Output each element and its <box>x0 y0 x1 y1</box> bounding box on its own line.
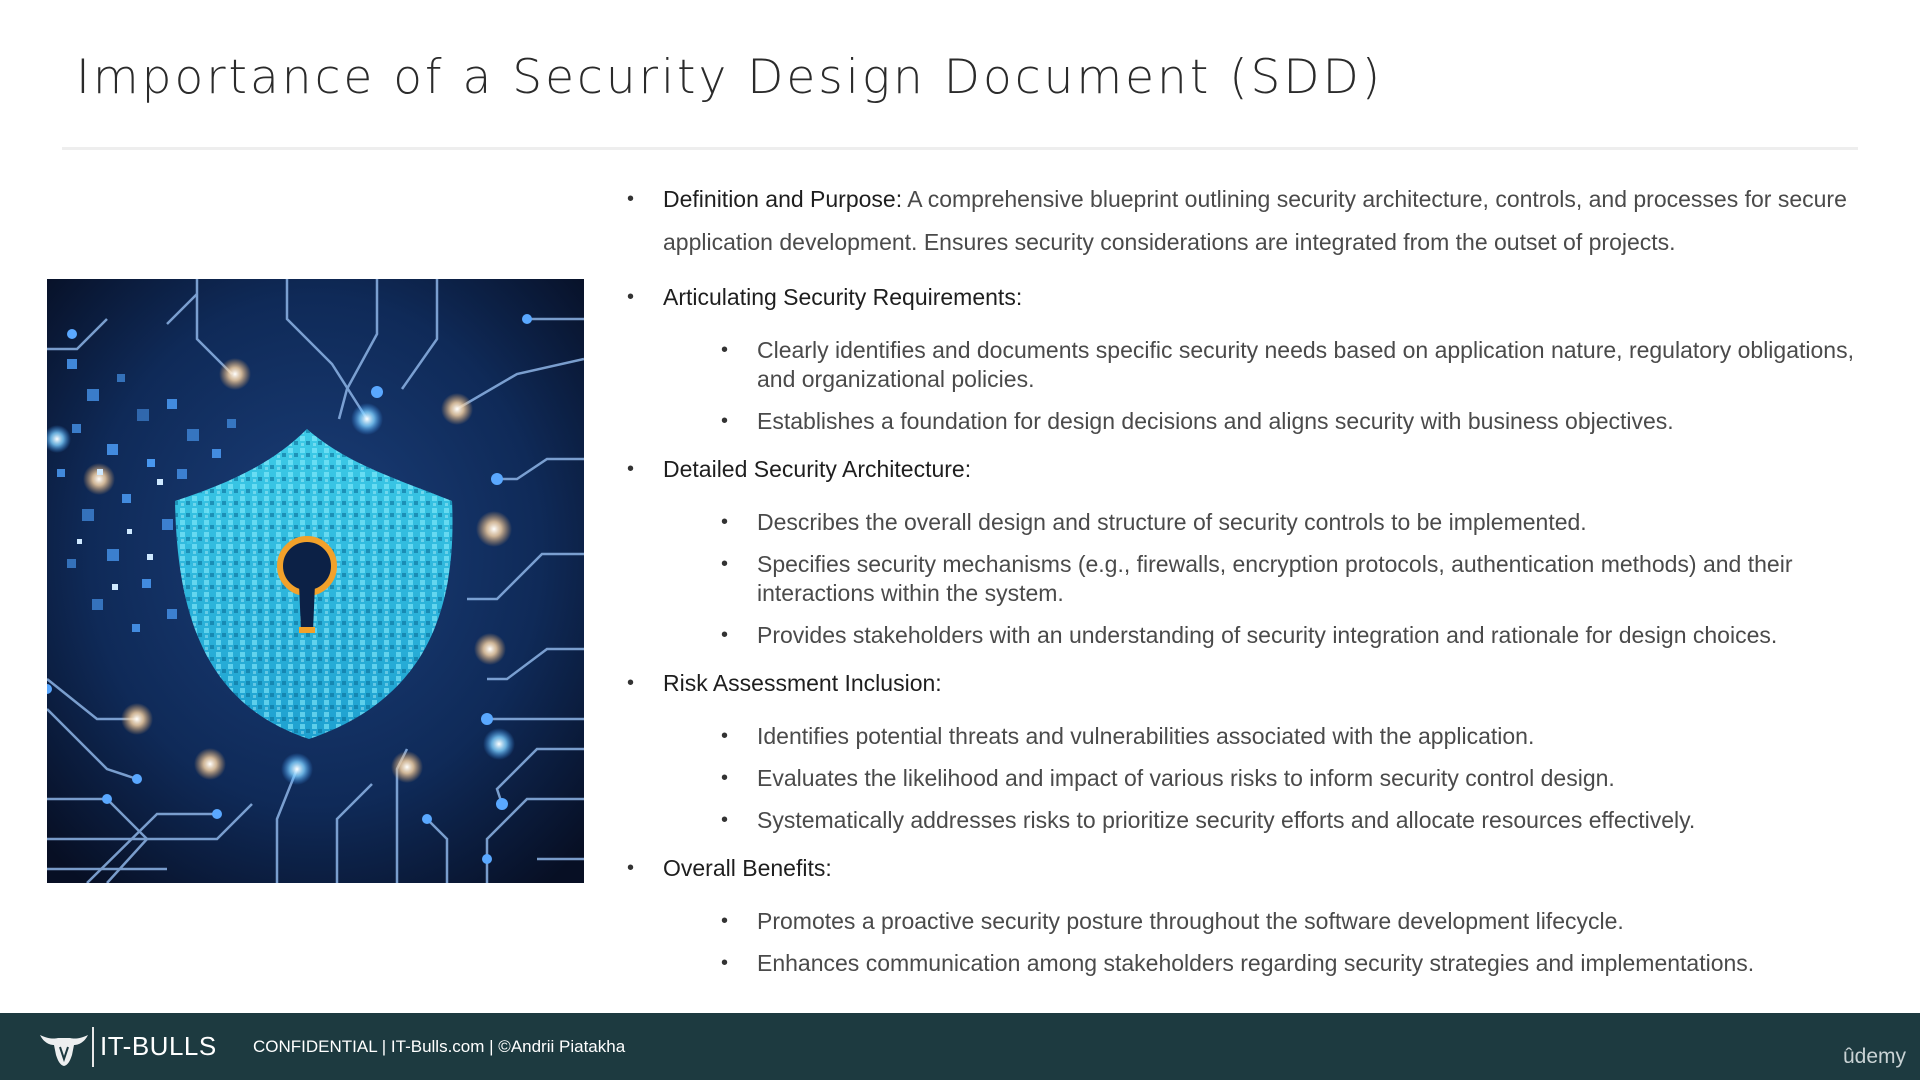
sublist-risk <box>620 722 1860 835</box>
item-heading: Risk Assessment Inclusion: <box>663 670 942 696</box>
bullet: • <box>721 511 729 533</box>
item-heading: Articulating Security Requirements: <box>663 284 1023 310</box>
sublist-benefits <box>620 907 1860 978</box>
title-divider <box>62 147 1858 150</box>
bullet: • <box>721 767 729 789</box>
bullet: • <box>721 624 729 646</box>
item-heading: Detailed Security Architecture: <box>663 456 972 482</box>
sub-item-text: Systematically addresses risks to prioritize security efforts and allocate resources effectively. <box>757 807 1696 833</box>
list-item-architecture <box>620 454 1860 484</box>
sub-item-text: Clearly identifies and documents specific security needs based on application nature, regulatory obligations, and organizational policies. <box>757 337 1854 392</box>
sub-list-item <box>620 764 1860 793</box>
bullet: • <box>627 672 635 694</box>
footer-confidential-text: CONFIDENTIAL | IT-Bulls.com | ©Andrii Piatakha <box>253 1037 626 1056</box>
sub-item-text: Enhances communication among stakeholders regarding security strategies and implementations. <box>757 950 1755 976</box>
sub-list-item <box>620 508 1860 537</box>
bullet: • <box>721 339 729 361</box>
sublist-requirements <box>620 336 1860 436</box>
sub-item-text: Describes the overall design and structure of security controls to be implemented. <box>757 509 1587 535</box>
list-item-definition <box>620 178 1860 264</box>
slide-title: Importance of a Security Design Document (SDD) <box>76 50 1384 105</box>
item-text: A comprehensive blueprint outlining security architecture, controls, and processes for secure application development. Ensures security considerations are integrated from the outset of projects. <box>663 186 1847 255</box>
sub-list-item <box>620 949 1860 978</box>
logo-text: IT-BULLS <box>100 1031 217 1061</box>
content-list <box>620 178 1860 996</box>
sub-item-text: Identifies potential threats and vulnerabilities associated with the application. <box>757 723 1535 749</box>
bullet: • <box>721 809 729 831</box>
bullet: • <box>721 725 729 747</box>
sub-item-text: Promotes a proactive security posture throughout the software development lifecycle. <box>757 908 1624 934</box>
udemy-watermark: ûdemy <box>1842 1045 1906 1068</box>
security-shield-image <box>47 279 584 883</box>
list-item-requirements <box>620 282 1860 312</box>
sub-list-item <box>620 550 1860 608</box>
bullet: • <box>721 553 729 575</box>
bullet: • <box>627 458 635 480</box>
sub-list-item <box>620 722 1860 751</box>
sub-list-item <box>620 806 1860 835</box>
bullet: • <box>627 857 635 879</box>
bull-head-icon <box>38 1029 90 1067</box>
shield-keyhole-circuit-icon <box>47 279 584 883</box>
logo-divider <box>92 1027 94 1067</box>
sub-list-item <box>620 621 1860 650</box>
bullet: • <box>627 188 635 210</box>
footer-bar <box>0 1013 1920 1080</box>
sub-item-text: Establishes a foundation for design decisions and aligns security with business objectives. <box>757 408 1674 434</box>
item-heading: Overall Benefits: <box>663 855 832 881</box>
bullet: • <box>721 952 729 974</box>
list-item-benefits <box>620 853 1860 883</box>
item-heading: Definition and Purpose: <box>663 186 903 212</box>
sublist-architecture <box>620 508 1860 650</box>
sub-list-item <box>620 336 1860 394</box>
sub-item-text: Evaluates the likelihood and impact of various risks to inform security control design. <box>757 765 1615 791</box>
bullet: • <box>627 286 635 308</box>
sub-list-item <box>620 907 1860 936</box>
sub-list-item <box>620 407 1860 436</box>
sub-item-text: Provides stakeholders with an understanding of security integration and rationale for design choices. <box>757 622 1778 648</box>
bullet: • <box>721 910 729 932</box>
bullet: • <box>721 410 729 432</box>
sub-item-text: Specifies security mechanisms (e.g., firewalls, encryption protocols, authentication methods) and their interactions within the system. <box>757 551 1793 606</box>
list-item-risk <box>620 668 1860 698</box>
